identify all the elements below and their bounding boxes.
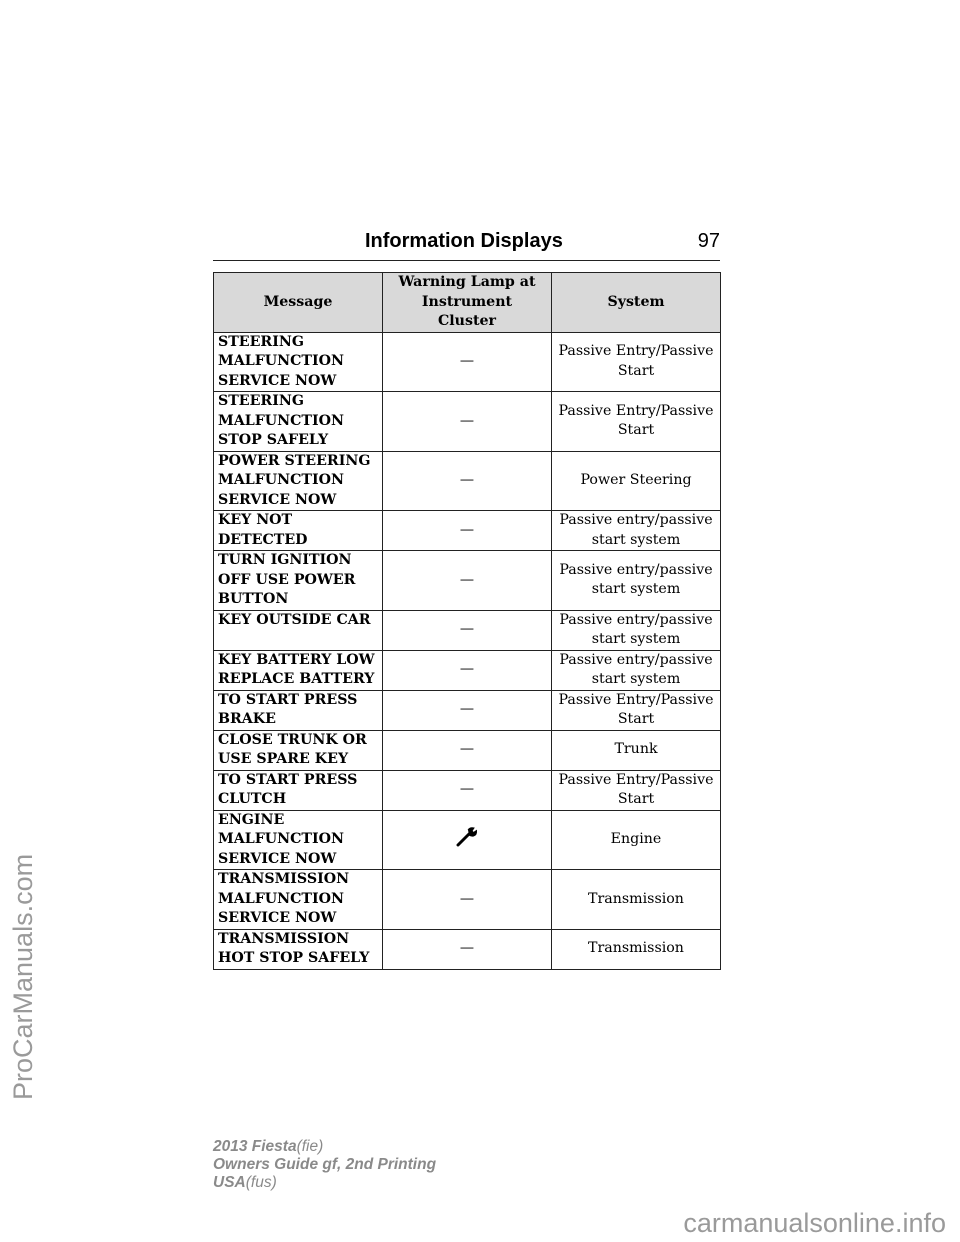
bottom-watermark: carmanualsonline.info	[683, 1208, 946, 1238]
message-line: SERVICE NOW	[218, 850, 337, 867]
system-line: Passive entry/passive	[559, 651, 713, 668]
message-cell	[214, 392, 383, 452]
message-line: KEY BATTERY LOW	[218, 651, 375, 668]
warning-lamp-cell	[383, 610, 552, 650]
table-row	[214, 392, 721, 452]
message-cell	[214, 332, 383, 392]
system-cell	[552, 451, 721, 511]
message-line: SERVICE NOW	[218, 910, 337, 926]
system-line: Passive entry/passive	[559, 512, 713, 528]
message-line: CLOSE TRUNK OR	[218, 731, 367, 748]
message-cell	[214, 870, 383, 930]
column-header-system: System	[552, 273, 721, 333]
system-cell	[552, 730, 721, 770]
system-cell	[552, 551, 721, 611]
system-line: start system	[591, 581, 681, 598]
side-watermark: ProCarManuals.com	[8, 853, 38, 1100]
message-line: TURN IGNITION	[218, 552, 352, 568]
system-line: Transmission	[588, 940, 684, 957]
no-lamp-dash: —	[459, 412, 475, 429]
system-line: start system	[591, 531, 681, 548]
message-cell	[214, 451, 383, 511]
warning-lamp-cell	[383, 730, 552, 770]
warning-lamp-cell	[383, 929, 552, 969]
message-line: TRANSMISSION	[218, 871, 350, 887]
warning-lamp-cell	[383, 451, 552, 511]
warning-lamp-cell	[383, 392, 552, 452]
no-lamp-dash: —	[459, 741, 475, 758]
page-header	[213, 230, 720, 261]
table-row	[214, 929, 721, 969]
system-cell	[552, 511, 721, 551]
table-row	[214, 810, 721, 870]
message-line: MALFUNCTION	[218, 412, 344, 429]
message-line: BRAKE	[218, 711, 276, 727]
system-line: Engine	[610, 831, 662, 847]
warning-lamp-cell	[383, 770, 552, 810]
message-line: TO START PRESS	[218, 691, 358, 708]
system-line: start system	[591, 671, 681, 687]
warning-lamp-cell	[383, 511, 552, 551]
footer-guide: Owners Guide gf, 2nd Printing	[213, 1156, 437, 1173]
system-line: Passive Entry/Passive	[558, 402, 714, 419]
no-lamp-dash: —	[459, 781, 475, 798]
page-footer	[213, 1138, 436, 1192]
no-lamp-dash: —	[459, 890, 475, 907]
no-lamp-dash: —	[459, 353, 475, 369]
message-line: STEERING	[218, 393, 304, 409]
message-cell	[214, 690, 383, 730]
page-title: Information Displays	[365, 230, 563, 252]
system-cell	[552, 690, 721, 730]
message-cell	[214, 610, 383, 650]
messages-table	[213, 272, 721, 970]
table-row	[214, 690, 721, 730]
system-cell	[552, 650, 721, 690]
system-line: Start	[617, 362, 655, 379]
message-line: SERVICE NOW	[218, 491, 337, 508]
message-line: OFF USE POWER	[218, 571, 356, 588]
message-cell	[214, 730, 383, 770]
table-row	[214, 770, 721, 810]
message-line: TRANSMISSION	[218, 930, 350, 947]
message-line: HOT STOP SAFELY	[218, 950, 370, 966]
no-lamp-dash: —	[459, 521, 475, 538]
page-number: 97	[697, 230, 720, 252]
system-line: Passive entry/passive	[559, 611, 713, 628]
message-line: SERVICE NOW	[218, 372, 337, 389]
table-row	[214, 870, 721, 930]
system-cell	[552, 929, 721, 969]
system-cell	[552, 770, 721, 810]
system-line: Passive Entry/Passive	[558, 343, 714, 360]
column-header-warning-lamp-text: Warning Lamp at Instrument Cluster	[398, 274, 536, 329]
table-row	[214, 451, 721, 511]
system-line: Power Steering	[580, 472, 692, 488]
table-header-row	[214, 273, 721, 333]
message-line: TO START PRESS	[218, 771, 358, 788]
system-cell	[552, 392, 721, 452]
message-line: ENGINE	[218, 811, 285, 828]
message-line: CLUTCH	[218, 791, 287, 807]
table-row	[214, 730, 721, 770]
footer-market: USA	[213, 1174, 246, 1191]
wrench-icon	[456, 826, 478, 848]
system-cell	[552, 332, 721, 392]
warning-lamp-cell	[383, 810, 552, 870]
no-lamp-dash: —	[459, 571, 475, 588]
no-lamp-dash: —	[459, 940, 475, 957]
column-header-warning-lamp	[383, 273, 552, 333]
system-line: Passive entry/passive	[559, 561, 713, 578]
system-cell	[552, 870, 721, 930]
table-row	[214, 332, 721, 392]
warning-lamp-cell	[383, 332, 552, 392]
message-line: KEY OUTSIDE CAR	[218, 611, 371, 628]
warning-lamp-cell	[383, 551, 552, 611]
no-lamp-dash: —	[459, 701, 475, 718]
message-line: STOP SAFELY	[218, 432, 329, 448]
system-line: Start	[617, 711, 655, 727]
message-cell	[214, 929, 383, 969]
table-row	[214, 551, 721, 611]
message-line: STEERING	[218, 333, 304, 350]
message-line: MALFUNCTION	[218, 831, 344, 847]
system-cell	[552, 610, 721, 650]
footer-model: 2013 Fiesta	[213, 1138, 297, 1155]
table-row	[214, 511, 721, 551]
message-line: MALFUNCTION	[218, 890, 344, 907]
message-cell	[214, 810, 383, 870]
message-cell	[214, 650, 383, 690]
message-cell	[214, 511, 383, 551]
table-row	[214, 610, 721, 650]
system-line: Start	[617, 422, 655, 439]
message-line: REPLACE BATTERY	[218, 671, 375, 687]
footer-model-code: (fie)	[296, 1138, 324, 1155]
column-header-message: Message	[214, 273, 383, 333]
system-cell	[552, 810, 721, 870]
message-line: MALFUNCTION	[218, 472, 344, 488]
warning-lamp-cell	[383, 870, 552, 930]
message-line: KEY NOT	[218, 512, 293, 528]
system-line: start system	[591, 631, 681, 647]
system-line: Start	[617, 791, 655, 807]
message-cell	[214, 770, 383, 810]
system-line: Transmission	[588, 890, 684, 907]
no-lamp-dash: —	[459, 621, 475, 638]
system-line: Trunk	[614, 741, 658, 758]
message-line: POWER STEERING	[218, 452, 371, 469]
system-line: Passive Entry/Passive	[558, 691, 714, 708]
message-line: DETECTED	[218, 531, 308, 548]
no-lamp-dash: —	[459, 661, 475, 678]
message-line: BUTTON	[218, 591, 289, 607]
no-lamp-dash: —	[459, 472, 475, 488]
message-cell	[214, 551, 383, 611]
warning-lamp-cell	[383, 650, 552, 690]
table-row	[214, 650, 721, 690]
message-line: USE SPARE KEY	[218, 751, 349, 767]
footer-market-code: (fus)	[245, 1174, 277, 1191]
message-line: MALFUNCTION	[218, 353, 344, 369]
system-line: Passive Entry/Passive	[558, 771, 714, 788]
warning-lamp-cell	[383, 690, 552, 730]
